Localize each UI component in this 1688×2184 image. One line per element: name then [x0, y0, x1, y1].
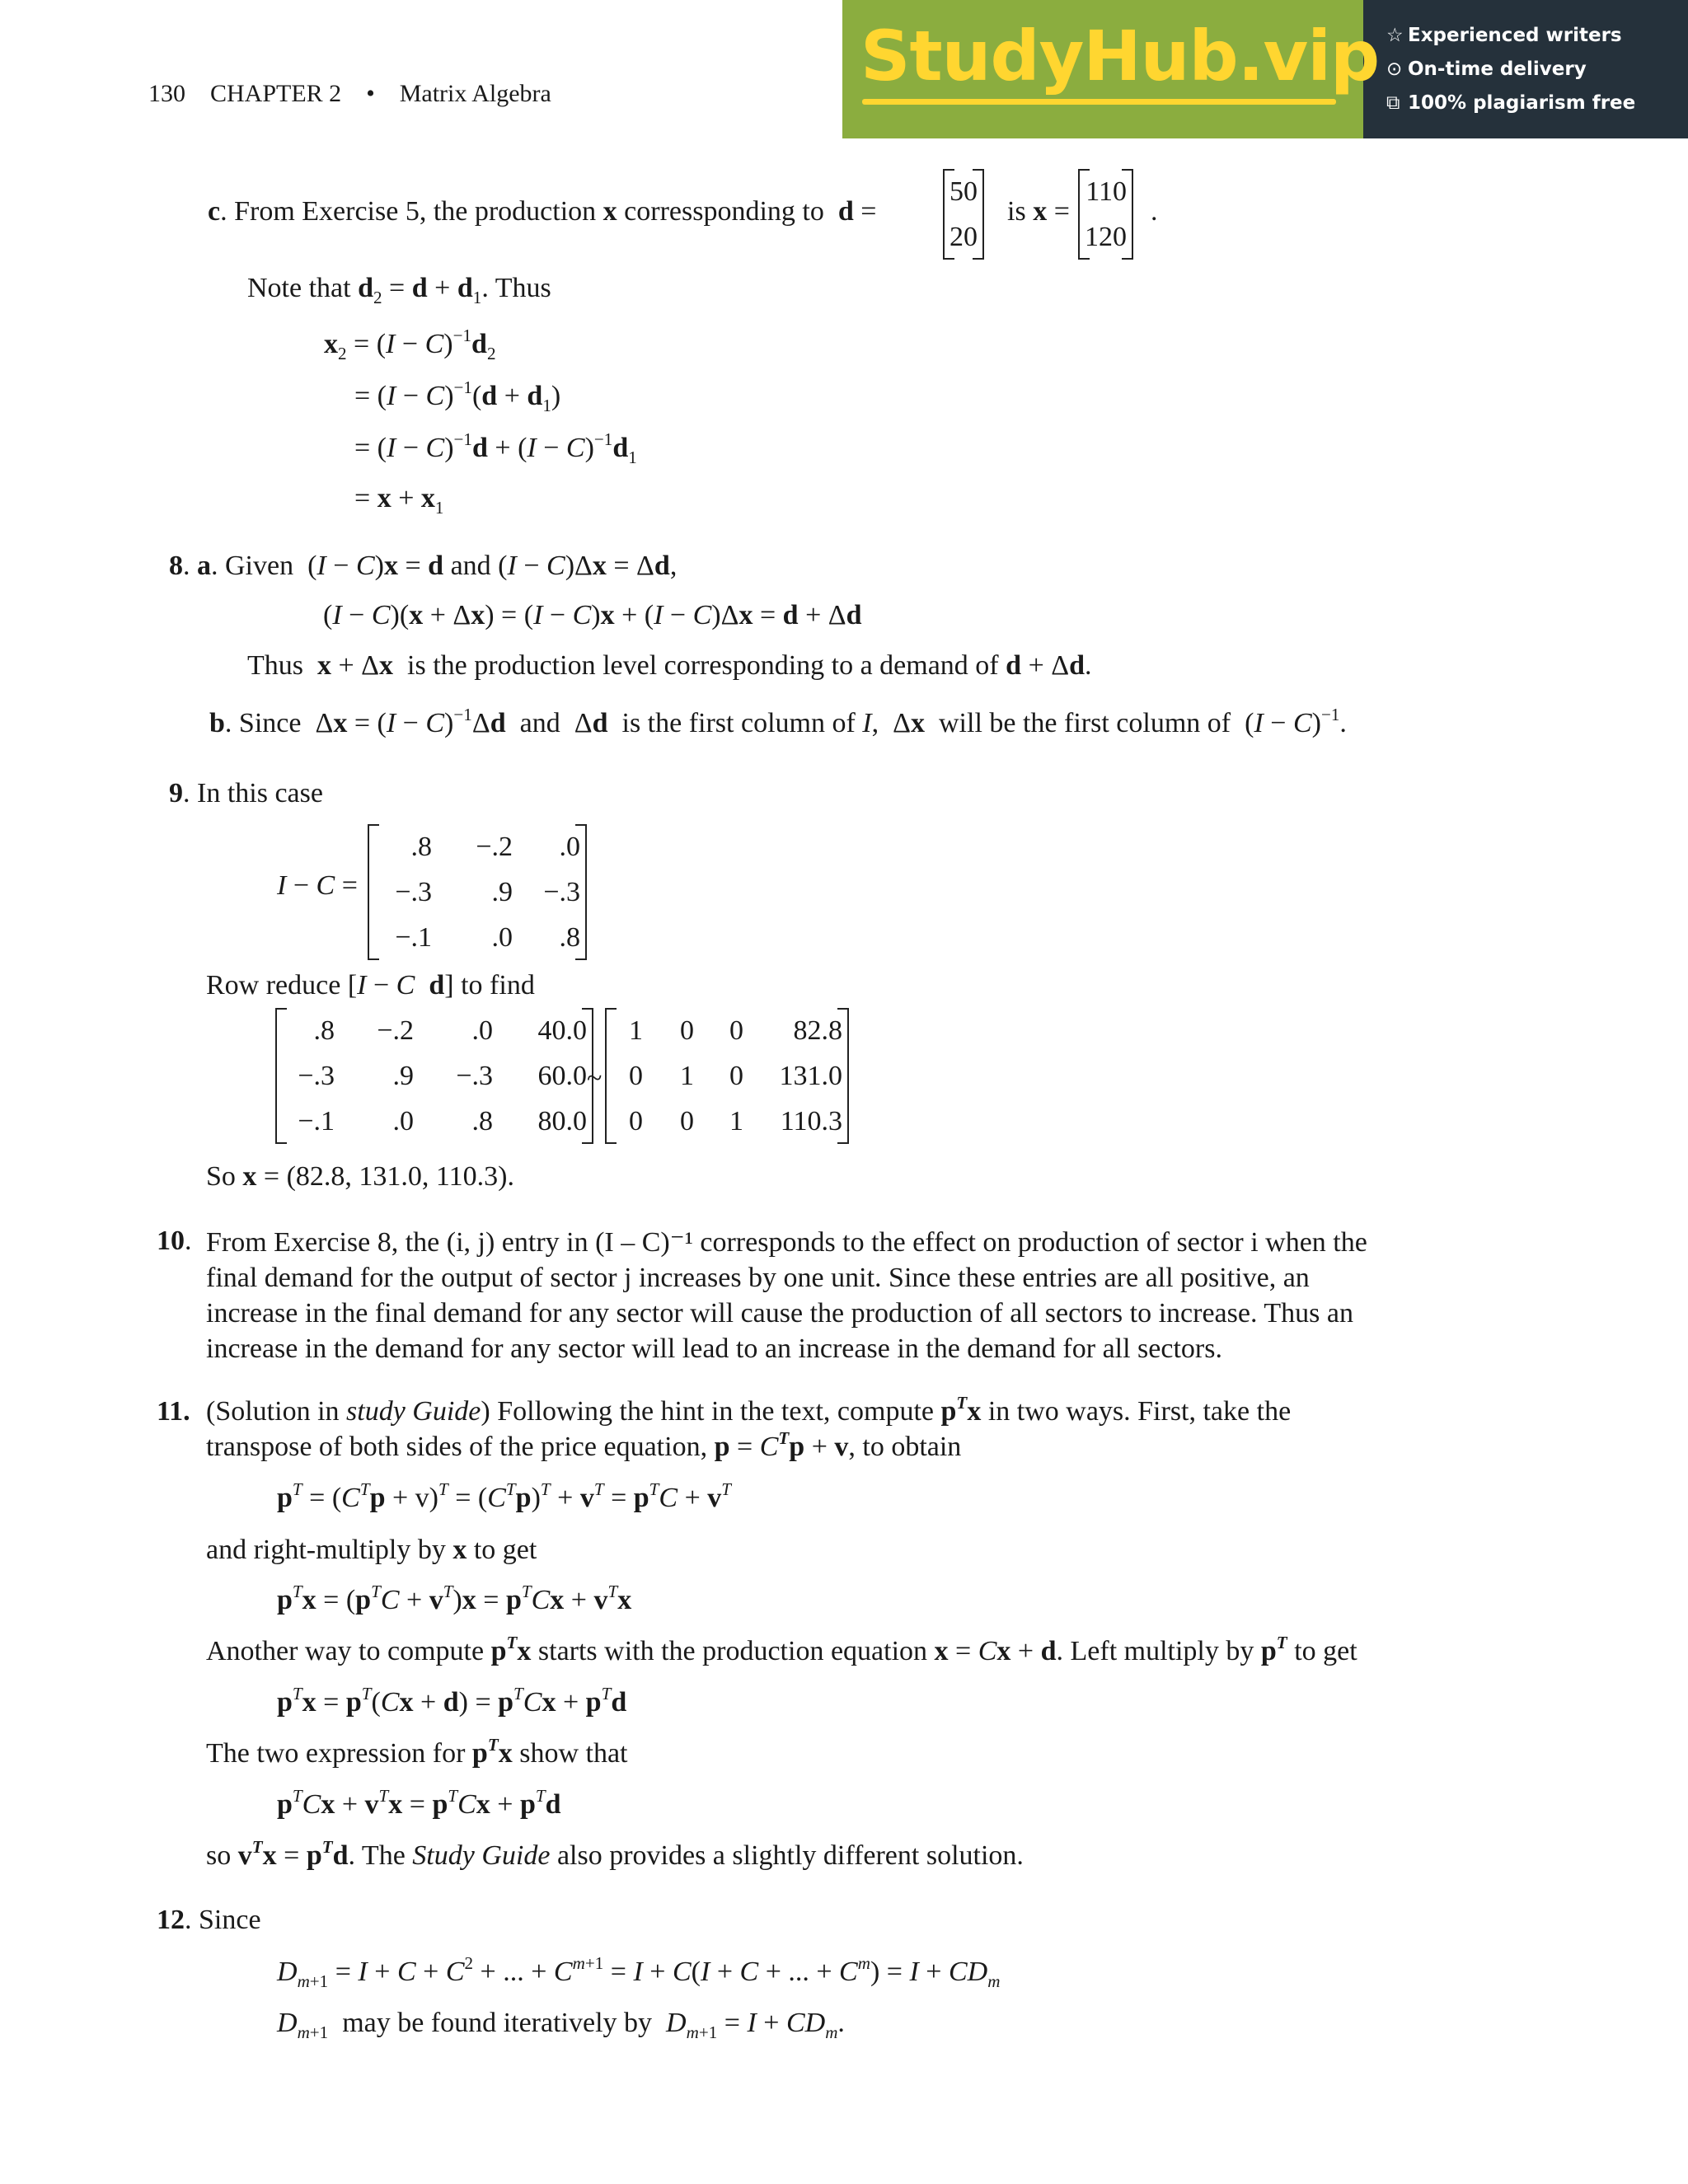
equation-line: $x_2 = (I - C)^{-1}d_2$ — [324, 325, 496, 363]
matrix-entry: .8 — [471, 1106, 493, 1137]
text: Since — [199, 1905, 261, 1935]
note-line: Note that $d_2 = d + d_1$. Thus — [247, 273, 551, 307]
equation-line: = $x + x_1$ — [354, 483, 444, 518]
text: . Left multiply by — [1056, 1636, 1254, 1666]
text: to get — [473, 1535, 537, 1565]
d-vector — [945, 169, 982, 260]
equation-line: (I − C)(x + Δx) = (I − C)x + (I − C)Δx = d + Δd — [323, 600, 862, 630]
matrix-entry: 0 — [629, 1106, 643, 1137]
part-label: a — [197, 551, 211, 581]
period: . — [1151, 196, 1158, 227]
ex11-line-3: and right-multiply by x to get — [206, 1535, 537, 1565]
part-label: c — [208, 196, 221, 227]
star-outline-icon: ☆ — [1386, 24, 1404, 46]
exercise-7c-line: c. From Exercise 5, the production x corressponding to d = — [208, 196, 877, 227]
answer-line: So x = (82.8, 131.0, 110.3). — [206, 1161, 514, 1192]
text: so — [206, 1840, 232, 1871]
row-equivalent-sign: ~ — [587, 1063, 603, 1094]
augmented-matrix — [277, 1008, 592, 1144]
exercise-number: 11. — [157, 1396, 190, 1427]
chapter-title: Matrix Algebra — [399, 80, 551, 107]
text: may be found iteratively by — [342, 2008, 653, 2038]
matrix-entry: −.2 — [377, 1015, 414, 1046]
matrix-i-minus-c — [369, 824, 585, 960]
exercise-number: 8 — [169, 551, 183, 581]
text: will be the first column of — [939, 708, 1231, 738]
text: Thus — [495, 273, 551, 303]
text: So — [206, 1161, 236, 1192]
text: and right-multiply by — [206, 1535, 446, 1565]
text: , to obtain — [848, 1432, 962, 1462]
copy-icon: ⧉ — [1386, 91, 1400, 114]
equation-line: $p^Tx = p^T(Cx + d) = p^TCx + p^Td$ — [277, 1683, 627, 1718]
equation-line: = $(I - C)^{-1}d + (I - C)^{-1}d_1$ — [354, 429, 637, 467]
matrix-entry: .8 — [410, 832, 432, 862]
matrix-entry: .8 — [313, 1015, 335, 1046]
paragraph-line: From Exercise 8, the (i, j) entry in (I – C)⁻¹ corresponds to the effect on production of sector i when the — [206, 1227, 1367, 1258]
matrix-entry: 60.0 — [537, 1061, 587, 1091]
matrix-entry: 0 — [629, 1061, 643, 1091]
paragraph-line: final demand for the output of sector j increases by one unit. Since these entries are all positive, an — [206, 1263, 1310, 1293]
text: to get — [1294, 1636, 1357, 1666]
matrix-entry: .0 — [491, 922, 513, 953]
matrix-entry: 82.8 — [793, 1015, 842, 1046]
equation-line: $D_{m+1} = I + C + C^2$ + ... + $C^{m+1} = I + C(I + C$ + ... + $C^m) = I + CD_m$ — [277, 1952, 1001, 1991]
text: transpose of both sides of the price equation, — [206, 1432, 708, 1462]
text: The two expression for — [206, 1738, 466, 1769]
thus-line: Thus x + Δx is the production level corresponding to a demand of d + Δd. — [247, 650, 1092, 681]
banner-features — [1363, 0, 1688, 138]
text: and — [450, 551, 491, 581]
ex11-line-4: Another way to compute $p^Tx$ starts with the production equation x = Cx + d. Left multiply by $p^T$ to get — [206, 1632, 1357, 1666]
matrix-entry: −.3 — [456, 1061, 493, 1091]
is-x-text: is x = — [1007, 196, 1070, 227]
matrix-entry: .9 — [392, 1061, 414, 1091]
matrix-entry: 0 — [729, 1061, 743, 1091]
matrix-entry: .0 — [392, 1106, 414, 1137]
text: Given — [225, 551, 294, 581]
exercise-10-paragraph — [206, 1225, 1475, 1366]
clock-icon: ⊙ — [1386, 58, 1403, 80]
text: . The — [348, 1840, 406, 1871]
ex11-line-5: The two expression for $p^Tx$ show that — [206, 1734, 628, 1769]
banner-ad[interactable] — [842, 0, 1688, 138]
text: also provides a slightly different solution. — [556, 1840, 1024, 1871]
text: in two ways. First, take the — [987, 1396, 1292, 1427]
iteration-line: $D_{m+1}$ may be found iteratively by $D_{m+1} = I + CD_m$. — [277, 2008, 845, 2042]
text: to find — [461, 970, 535, 1001]
matrix-entry: 40.0 — [537, 1015, 587, 1046]
equation-line: $p^TCx + v^Tx = p^TCx + p^Td$ — [277, 1785, 561, 1820]
matrix-entry: 1 — [680, 1061, 694, 1091]
vector-entry: 120 — [1085, 222, 1127, 252]
reduced-matrix — [607, 1008, 847, 1144]
text: study Guide — [346, 1396, 481, 1427]
paragraph-line: increase in the final demand for any sector will cause the production of all sectors to increase. Thus an — [206, 1298, 1353, 1329]
ex11-line-1: (Solution in study Guide) Following the hint in the text, compute $p^Tx$ in two ways. First, take the — [206, 1392, 1292, 1427]
text: is the first column of — [621, 708, 856, 738]
text: show that — [519, 1738, 628, 1769]
matrix-entry: 1 — [729, 1106, 743, 1137]
matrix-entry: −.3 — [543, 877, 580, 907]
matrix-entry: −.1 — [395, 922, 432, 953]
matrix-entry: −.3 — [395, 877, 432, 907]
matrix-entry: 0 — [680, 1106, 694, 1137]
matrix-entry: 0 — [680, 1015, 694, 1046]
matrix-entry: −.2 — [476, 832, 513, 862]
exercise-12-line: 12. Since — [157, 1905, 261, 1935]
text: Row reduce — [206, 970, 341, 1001]
text: corressponding to — [624, 196, 824, 227]
matrix-entry: 80.0 — [537, 1106, 587, 1137]
matrix-entry: .9 — [491, 877, 513, 907]
text: From Exercise 5, the production — [234, 196, 597, 227]
x-vector — [1080, 169, 1132, 260]
matrix-label: I − C = — [277, 870, 358, 901]
text: Study Guide — [412, 1840, 551, 1871]
equation-line: $p^Tx = (p^TC + v^T)x = p^TCx + v^Tx$ — [277, 1581, 632, 1615]
vector-entry: 20 — [950, 222, 978, 252]
header-bullet: • — [366, 80, 375, 107]
banner-logo-panel[interactable] — [842, 0, 1380, 138]
paragraph-line: increase in the demand for any sector will lead to an increase in the demand for all sectors. — [206, 1333, 1222, 1364]
chapter-label: CHAPTER 2 — [210, 80, 342, 107]
matrix-entry: .0 — [471, 1015, 493, 1046]
exercise-number: 10 — [157, 1226, 185, 1256]
text: Thus — [247, 650, 303, 681]
answer-value: = (82.8, 131.0, 110.3). — [263, 1161, 514, 1192]
matrix-entry: .0 — [559, 832, 580, 862]
feature-item — [1363, 18, 1688, 52]
banner-logo[interactable]: StudyHub.vip — [860, 16, 1380, 96]
exercise-number — [157, 1395, 190, 1428]
matrix-entry: −.3 — [298, 1061, 335, 1091]
text: is the production level corresponding to a demand of — [407, 650, 999, 681]
row-reduce-line: Row reduce [I − C d] to find — [206, 970, 535, 1001]
equation-line: $p^T = (C^Tp + v)^T = (C^Tp)^T + v^T = p^TC + v^T$ — [277, 1479, 732, 1513]
exercise-number: 10. — [157, 1226, 192, 1256]
matrix-entry: 131.0 — [779, 1061, 842, 1091]
text: Note that — [247, 273, 351, 303]
vector-entry: 110 — [1085, 176, 1127, 207]
text: In this case — [197, 778, 323, 808]
matrix-entry: 0 — [729, 1015, 743, 1046]
exercise-number: 9 — [169, 778, 183, 808]
text: Since — [238, 708, 302, 738]
logo-underline — [862, 99, 1336, 105]
running-header — [148, 77, 551, 110]
ex11-line-2: transpose of both sides of the price equation, $p = C^Tp + v$, to obtain — [206, 1427, 962, 1462]
page-number: 130 — [148, 80, 185, 107]
text: Another way to compute — [206, 1636, 485, 1666]
text: and — [519, 708, 560, 738]
text: is — [1007, 196, 1026, 227]
text: (Solution in — [206, 1396, 340, 1427]
feature-label: Experienced writers — [1408, 24, 1622, 46]
feature-label: On-time delivery — [1408, 58, 1587, 80]
matrix-entry: .8 — [559, 922, 580, 953]
exercise-9-line: 9. In this case — [169, 778, 323, 808]
feature-item — [1363, 86, 1688, 120]
feature-label: 100% plagiarism free — [1408, 91, 1636, 114]
matrix-entry: 1 — [629, 1015, 643, 1046]
exercise-8a-line: 8. a. Given (I − C)x = d and (I − C)Δx = Δd, — [169, 551, 678, 581]
matrix-entry: 110.3 — [780, 1106, 842, 1137]
exercise-8b-line: b. Since $\Delta x = (I - C)^{-1}\Delta d$ and Δd is the first column of I, Δx will be the first column of $(I - C)^{-1}$. — [209, 704, 1347, 738]
text: starts with the production equation — [537, 1636, 928, 1666]
matrix-entry: −.1 — [298, 1106, 335, 1137]
vector-entry: 50 — [950, 176, 978, 207]
ex11-line-6: so $v^Tx = p^Td$. The Study Guide also provides a slightly different solution. — [206, 1836, 1024, 1871]
part-label: b — [209, 708, 225, 738]
feature-item — [1363, 52, 1688, 86]
text: ) Following the hint in the text, compute — [481, 1396, 934, 1427]
equation-line: = $(I - C)^{-1}(d + d_1)$ — [354, 377, 561, 415]
exercise-number: 12 — [157, 1905, 185, 1935]
